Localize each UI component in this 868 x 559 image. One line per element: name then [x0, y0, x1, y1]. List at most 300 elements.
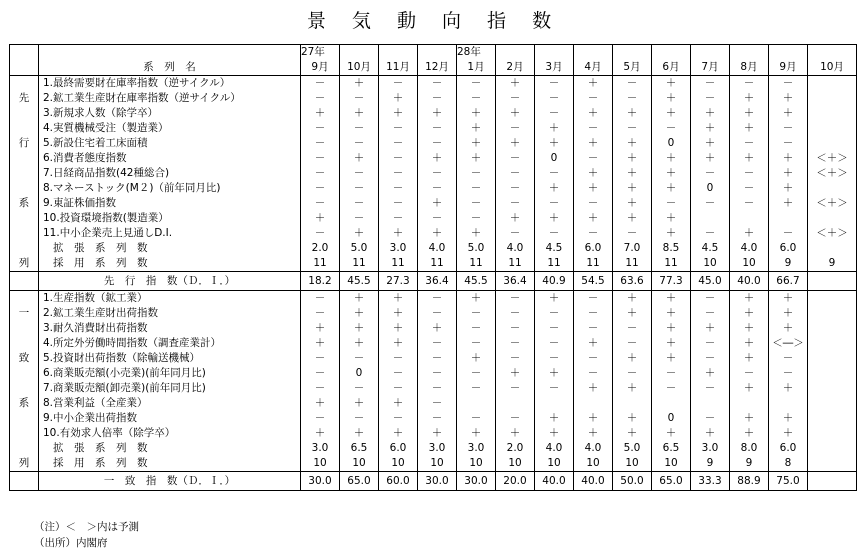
leading-value: － [574, 196, 613, 211]
coincident-value: ＋ [730, 351, 769, 366]
leading-value: ＋ [652, 106, 691, 121]
leading-side-blank [10, 76, 39, 92]
coincident-expand-value: 4.0 [535, 441, 574, 456]
leading-expand-value: 8.5 [652, 241, 691, 256]
coincident-forecast [808, 472, 857, 491]
leading-value: － [379, 166, 418, 181]
month-header: 6月 [652, 59, 691, 76]
coincident-value: ＋ [379, 336, 418, 351]
coincident-value: － [418, 366, 457, 381]
leading-value: ＋ [301, 106, 340, 121]
coincident-value: ＋ [613, 411, 652, 426]
coincident-expand-value: 3.0 [691, 441, 730, 456]
coincident-value: ＋ [535, 291, 574, 307]
coincident-value: ＋ [340, 336, 379, 351]
leading-adopt-value: 11 [340, 256, 379, 272]
coincident-di-label: 一 致 指 数（Ｄ．Ｉ．） [39, 472, 301, 491]
leading-series-label: 8.マネーストック(M２)（前年同月比) [39, 181, 301, 196]
leading-value: ＋ [613, 151, 652, 166]
coincident-value: － [535, 351, 574, 366]
leading-value: － [535, 196, 574, 211]
coincident-di-value: 30.0 [418, 472, 457, 491]
leading-value: － [379, 136, 418, 151]
leading-value: － [301, 196, 340, 211]
leading-value: ＋ [574, 211, 613, 226]
coincident-di-value: 40.0 [574, 472, 613, 491]
coincident-adopt-value: 9 [730, 456, 769, 472]
coincident-value: ＋ [613, 306, 652, 321]
coincident-adopt-forecast [808, 456, 857, 472]
leading-value: ＋ [574, 106, 613, 121]
leading-value: － [691, 196, 730, 211]
leading-value: ＋ [652, 166, 691, 181]
coincident-value: ＋ [301, 336, 340, 351]
header-blank [496, 45, 535, 60]
footnote-forecast: （注）＜ ＞内は予測 [34, 521, 139, 533]
coincident-value: ＜―＞ [769, 336, 808, 351]
leading-value: － [418, 181, 457, 196]
header-blank [340, 45, 379, 60]
leading-value: － [691, 226, 730, 241]
leading-value: － [418, 91, 457, 106]
leading-series-label: 10.投資環境指数(製造業） [39, 211, 301, 226]
leading-side-blank [10, 272, 39, 291]
coincident-value: － [691, 411, 730, 426]
leading-side-char: 先 [10, 91, 39, 106]
coincident-di-value: 20.0 [496, 472, 535, 491]
coincident-value: － [340, 411, 379, 426]
coincident-series-label: 1.生産指数（鉱工業） [39, 291, 301, 307]
leading-forecast: ＜＋＞ [808, 151, 857, 166]
coincident-expand-value: 6.5 [340, 441, 379, 456]
leading-value: ＋ [769, 181, 808, 196]
coincident-value: － [574, 366, 613, 381]
coincident-value: ＋ [769, 411, 808, 426]
coincident-di-value: 40.0 [535, 472, 574, 491]
coincident-value: ＋ [535, 426, 574, 441]
month-header: 10月 [340, 59, 379, 76]
coincident-value: － [379, 351, 418, 366]
header-blank [379, 45, 418, 60]
coincident-forecast [808, 381, 857, 396]
coincident-side-blank [10, 381, 39, 396]
coincident-value: － [769, 351, 808, 366]
leading-side-blank [10, 211, 39, 226]
coincident-value: － [457, 336, 496, 351]
leading-value: － [379, 151, 418, 166]
header-blank [769, 45, 808, 60]
leading-value: － [769, 226, 808, 241]
leading-value: － [301, 136, 340, 151]
month-header: 9月 [301, 59, 340, 76]
coincident-value: ＋ [496, 426, 535, 441]
coincident-series-label: 5.投資財出荷指数（除輸送機械） [39, 351, 301, 366]
leading-adopt-value: 11 [613, 256, 652, 272]
leading-expand-value: 6.0 [574, 241, 613, 256]
coincident-value: ＋ [730, 411, 769, 426]
leading-expand-value: 4.0 [730, 241, 769, 256]
leading-value: － [340, 181, 379, 196]
coincident-value: ＋ [457, 291, 496, 307]
leading-value: ＋ [613, 196, 652, 211]
leading-value: 0 [535, 151, 574, 166]
leading-value: － [652, 121, 691, 136]
coincident-value: － [418, 336, 457, 351]
leading-value: － [418, 166, 457, 181]
coincident-forecast [808, 426, 857, 441]
leading-series-label: 3.新規求人数（除学卒） [39, 106, 301, 121]
coincident-value: － [535, 336, 574, 351]
coincident-value: ＋ [769, 321, 808, 336]
coincident-value: － [340, 351, 379, 366]
leading-value: － [574, 151, 613, 166]
leading-di-value: 63.6 [613, 272, 652, 291]
leading-value: － [769, 121, 808, 136]
coincident-expand-value: 8.0 [730, 441, 769, 456]
leading-value: ＋ [652, 211, 691, 226]
leading-value: ＋ [652, 181, 691, 196]
leading-value: － [340, 166, 379, 181]
leading-value: － [340, 136, 379, 151]
leading-side-blank [10, 121, 39, 136]
coincident-forecast [808, 366, 857, 381]
leading-value: ＋ [613, 211, 652, 226]
leading-adopt-value: 11 [652, 256, 691, 272]
coincident-di-value: 50.0 [613, 472, 652, 491]
leading-value: － [769, 136, 808, 151]
leading-value: ＋ [613, 106, 652, 121]
coincident-di-value: 30.0 [301, 472, 340, 491]
leading-value: ＋ [691, 136, 730, 151]
leading-value: ＋ [730, 226, 769, 241]
leading-value: － [535, 226, 574, 241]
coincident-value [769, 396, 808, 411]
coincident-value [691, 396, 730, 411]
coincident-expand-value: 3.0 [301, 441, 340, 456]
coincident-value [457, 396, 496, 411]
leading-value: － [418, 211, 457, 226]
leading-value: － [691, 166, 730, 181]
leading-value: ＋ [730, 91, 769, 106]
coincident-value: ＋ [457, 351, 496, 366]
coincident-value: － [418, 381, 457, 396]
coincident-adopt-value: 10 [652, 456, 691, 472]
coincident-value: ＋ [301, 426, 340, 441]
coincident-value: ＋ [379, 426, 418, 441]
month-header-oct: 10月 [808, 59, 857, 76]
leading-expand-value: 6.0 [769, 241, 808, 256]
leading-value: ＋ [535, 136, 574, 151]
year-label-28: 28年 [457, 45, 496, 60]
coincident-expand-value: 3.0 [457, 441, 496, 456]
coincident-value [730, 396, 769, 411]
footnote-source: （出所）内閣府 [34, 537, 108, 549]
coincident-adopt-value: 10 [574, 456, 613, 472]
leading-expand-value: 4.5 [535, 241, 574, 256]
leading-side-blank [10, 181, 39, 196]
coincident-value: ＋ [340, 396, 379, 411]
leading-value [730, 211, 769, 226]
coincident-value: ＋ [652, 351, 691, 366]
coincident-value: ＋ [730, 381, 769, 396]
leading-value: ＋ [730, 121, 769, 136]
leading-series-label: 4.実質機械受注（製造業） [39, 121, 301, 136]
leading-side-blank [10, 106, 39, 121]
leading-value: ＋ [340, 106, 379, 121]
month-header: 4月 [574, 59, 613, 76]
coincident-value: ＋ [730, 321, 769, 336]
leading-value: ＋ [301, 211, 340, 226]
leading-value [769, 211, 808, 226]
leading-value: ＋ [535, 181, 574, 196]
coincident-value: － [457, 366, 496, 381]
leading-forecast: ＜＋＞ [808, 226, 857, 241]
coincident-value: ＋ [691, 426, 730, 441]
leading-value: ＋ [535, 121, 574, 136]
coincident-adopt-value: 10 [418, 456, 457, 472]
leading-forecast: ＜＋＞ [808, 196, 857, 211]
coincident-adopt-value: 10 [613, 456, 652, 472]
leading-series-label: 1.最終需要財在庫率指数（逆サイクル） [39, 76, 301, 92]
coincident-value: － [652, 366, 691, 381]
leading-value: ＋ [340, 151, 379, 166]
coincident-adopt-value: 10 [301, 456, 340, 472]
coincident-di-value: 60.0 [379, 472, 418, 491]
coincident-side-char: 系 [10, 396, 39, 411]
leading-value: ＋ [379, 226, 418, 241]
coincident-side-blank [10, 291, 39, 307]
coincident-side-char: 一 [10, 306, 39, 321]
leading-value: ＋ [769, 106, 808, 121]
coincident-value: ＋ [574, 426, 613, 441]
leading-adopt-value: 9 [769, 256, 808, 272]
leading-expand-value: 7.0 [613, 241, 652, 256]
coincident-forecast [808, 306, 857, 321]
coincident-value: ＋ [457, 426, 496, 441]
leading-di-value: 45.5 [340, 272, 379, 291]
leading-value: ＋ [535, 211, 574, 226]
coincident-series-label: 7.商業販売額(卸売業)(前年同月比) [39, 381, 301, 396]
coincident-value: － [301, 306, 340, 321]
coincident-value [652, 396, 691, 411]
leading-side-blank [10, 241, 39, 256]
leading-value: － [613, 76, 652, 92]
leading-value: ＋ [496, 136, 535, 151]
leading-forecast [808, 121, 857, 136]
coincident-series-label: 4.所定外労働時間指数（調査産業計） [39, 336, 301, 351]
leading-value: － [652, 196, 691, 211]
header-blank [613, 45, 652, 60]
coincident-side-blank [10, 321, 39, 336]
coincident-value: ＋ [340, 291, 379, 307]
coincident-value: － [691, 291, 730, 307]
coincident-side-blank [10, 472, 39, 491]
leading-value: ＋ [496, 76, 535, 92]
leading-side-blank [10, 151, 39, 166]
coincident-value: ＋ [574, 381, 613, 396]
coincident-value: － [379, 366, 418, 381]
leading-forecast [808, 211, 857, 226]
leading-value: ＋ [652, 226, 691, 241]
coincident-value: － [574, 291, 613, 307]
coincident-value: － [496, 351, 535, 366]
coincident-value: ＋ [574, 336, 613, 351]
leading-side-blank [10, 226, 39, 241]
coincident-value: ＋ [340, 426, 379, 441]
leading-value: ＋ [613, 136, 652, 151]
leading-value: － [574, 121, 613, 136]
coincident-di-value: 33.3 [691, 472, 730, 491]
leading-di-value: 45.5 [457, 272, 496, 291]
leading-forecast [808, 181, 857, 196]
coincident-value: ＋ [691, 366, 730, 381]
leading-value: － [691, 76, 730, 92]
coincident-side-char: 致 [10, 351, 39, 366]
coincident-value: － [574, 321, 613, 336]
coincident-forecast [808, 411, 857, 426]
coincident-value: － [613, 336, 652, 351]
month-header: 12月 [418, 59, 457, 76]
coincident-value: ＋ [730, 306, 769, 321]
coincident-value: － [496, 306, 535, 321]
leading-value: ＋ [340, 226, 379, 241]
leading-value: ＋ [418, 226, 457, 241]
coincident-forecast [808, 291, 857, 307]
leading-value: － [340, 121, 379, 136]
leading-adopt-value: 11 [574, 256, 613, 272]
coincident-side-blank [10, 336, 39, 351]
coincident-value: － [379, 381, 418, 396]
leading-di-value: 45.0 [691, 272, 730, 291]
leading-value: ＋ [457, 151, 496, 166]
leading-di-value: 27.3 [379, 272, 418, 291]
coincident-value: － [496, 381, 535, 396]
leading-value: － [379, 196, 418, 211]
coincident-value: ＋ [730, 291, 769, 307]
leading-value: － [730, 136, 769, 151]
leading-forecast [808, 241, 857, 256]
coincident-series-label: 10.有効求人倍率（除学卒） [39, 426, 301, 441]
leading-value: ＋ [652, 76, 691, 92]
leading-series-label: 5.新設住宅着工床面積 [39, 136, 301, 151]
leading-value: ＋ [730, 151, 769, 166]
leading-value: － [457, 76, 496, 92]
coincident-expand-value: 5.0 [613, 441, 652, 456]
leading-value: － [340, 211, 379, 226]
month-header: 11月 [379, 59, 418, 76]
coincident-forecast [808, 321, 857, 336]
leading-value: ＋ [574, 136, 613, 151]
leading-adopt-value: 11 [457, 256, 496, 272]
coincident-value: ＋ [301, 396, 340, 411]
leading-value: － [379, 181, 418, 196]
leading-adopt-value: 11 [418, 256, 457, 272]
leading-adopt-value: 10 [730, 256, 769, 272]
coincident-value: ＋ [418, 321, 457, 336]
coincident-value: ＋ [652, 306, 691, 321]
leading-value: － [613, 226, 652, 241]
leading-di-value: 36.4 [418, 272, 457, 291]
coincident-value: ＋ [613, 351, 652, 366]
coincident-adopt-value: 10 [496, 456, 535, 472]
leading-di-value: 40.0 [730, 272, 769, 291]
coincident-value: － [418, 306, 457, 321]
leading-value: － [535, 76, 574, 92]
coincident-value: － [691, 336, 730, 351]
leading-value: － [301, 91, 340, 106]
leading-value: ＋ [340, 76, 379, 92]
coincident-adopt-value: 9 [691, 456, 730, 472]
coincident-di-value: 65.0 [652, 472, 691, 491]
coincident-value: 0 [340, 366, 379, 381]
leading-value: ＋ [613, 166, 652, 181]
coincident-value: － [301, 291, 340, 307]
coincident-adopt-label: 採 用 系 列 数 [39, 456, 301, 472]
coincident-value: － [535, 306, 574, 321]
header-blank [730, 45, 769, 60]
leading-value: － [301, 226, 340, 241]
leading-value: － [379, 121, 418, 136]
coincident-series-label: 8.営業利益（全産業） [39, 396, 301, 411]
leading-value: － [457, 211, 496, 226]
leading-value: 0 [691, 181, 730, 196]
coincident-value: ＋ [652, 291, 691, 307]
coincident-series-label: 2.鉱工業生産財出荷指数 [39, 306, 301, 321]
coincident-value: － [418, 351, 457, 366]
coincident-adopt-value: 10 [457, 456, 496, 472]
coincident-value: － [730, 366, 769, 381]
page-title: 景 気 動 向 指 数 [306, 10, 562, 32]
leading-value: ＋ [457, 226, 496, 241]
leading-value: ＋ [574, 76, 613, 92]
leading-value: ＋ [418, 106, 457, 121]
leading-value: ＋ [652, 91, 691, 106]
leading-value: ＋ [769, 166, 808, 181]
leading-value: － [301, 151, 340, 166]
month-header: 3月 [535, 59, 574, 76]
coincident-side-blank [10, 441, 39, 456]
leading-value: － [457, 196, 496, 211]
coincident-value: － [457, 381, 496, 396]
leading-value: － [535, 91, 574, 106]
leading-value: ＋ [691, 106, 730, 121]
coincident-side-blank [10, 366, 39, 381]
coincident-value: ＋ [769, 381, 808, 396]
coincident-expand-value: 6.0 [379, 441, 418, 456]
leading-value: － [535, 106, 574, 121]
coincident-expand-value: 4.0 [574, 441, 613, 456]
leading-value: － [301, 76, 340, 92]
coincident-forecast [808, 396, 857, 411]
leading-value: － [457, 166, 496, 181]
leading-forecast [808, 91, 857, 106]
coincident-side-blank [10, 426, 39, 441]
coincident-value: ＋ [613, 426, 652, 441]
header-blank [652, 45, 691, 60]
coincident-expand-value: 3.0 [418, 441, 457, 456]
coincident-value: － [418, 291, 457, 307]
leading-value: － [730, 166, 769, 181]
coincident-adopt-value: 10 [535, 456, 574, 472]
coincident-value: ＋ [574, 411, 613, 426]
coincident-value: ＋ [379, 291, 418, 307]
coincident-value: － [613, 366, 652, 381]
leading-value: ＋ [574, 166, 613, 181]
leading-expand-value: 4.0 [418, 241, 457, 256]
corner-side [10, 45, 39, 60]
coincident-value: － [340, 381, 379, 396]
leading-di-value: 40.9 [535, 272, 574, 291]
